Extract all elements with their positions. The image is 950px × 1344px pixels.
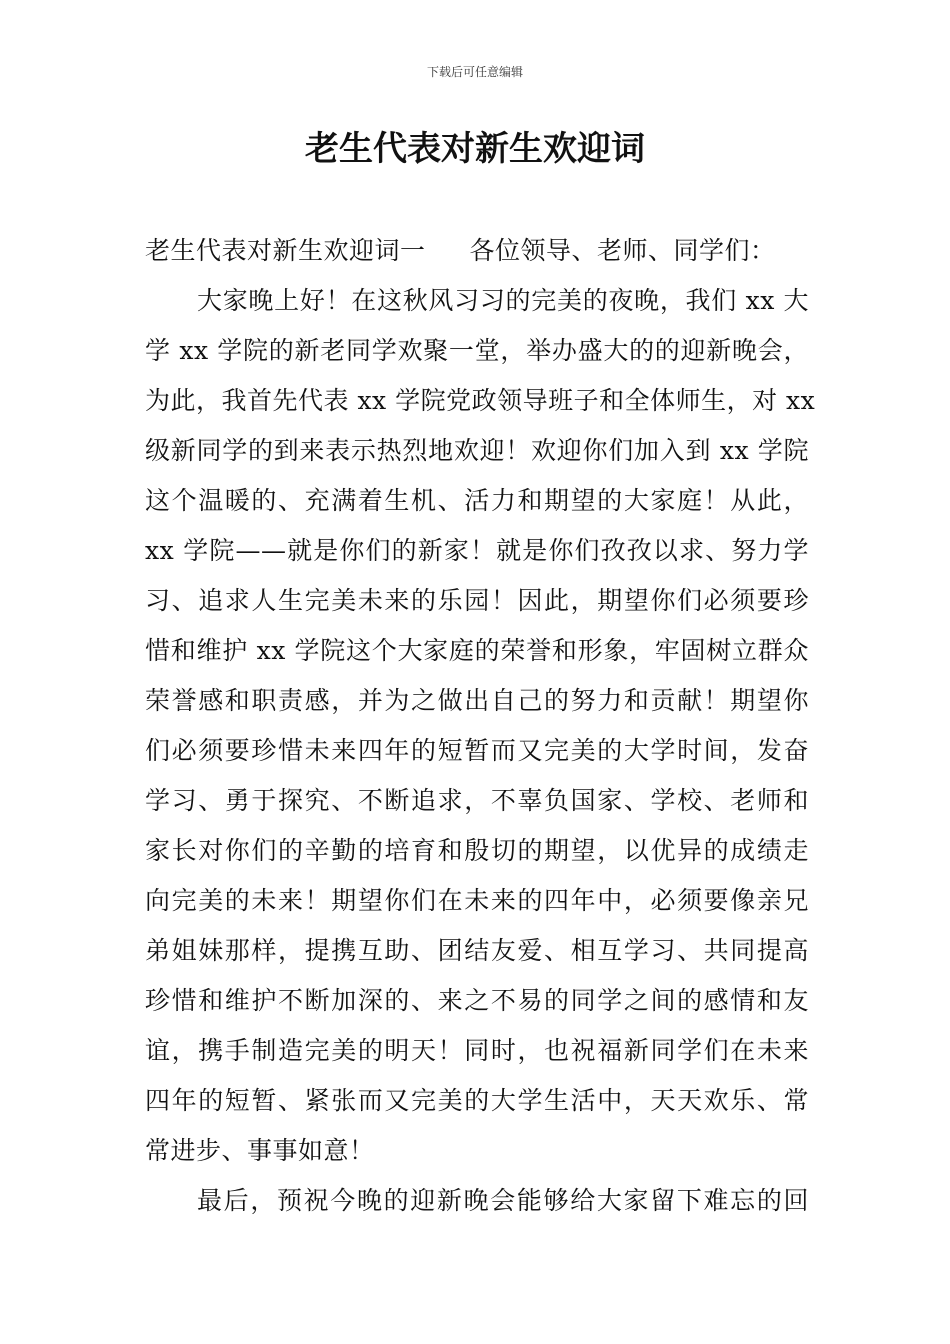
paragraph-line: 弟姐妹那样，提携互助、团结友爱、相互学习、共同提高 <box>145 936 809 965</box>
intro-label: 老生代表对新生欢迎词一 <box>145 236 426 265</box>
paragraph-line: 向完美的未来！期望你们在未来的四年中，必须要像亲兄 <box>145 886 809 915</box>
paragraph-line: 这个温暖的、充满着生机、活力和期望的大家庭！从此， <box>145 486 809 515</box>
body-text <box>145 226 816 1226</box>
paragraph-1 <box>145 276 816 1176</box>
paragraph-line: 珍惜和维护不断加深的、来之不易的同学之间的感情和友 <box>145 986 809 1015</box>
paragraph-line: 最后，预祝今晚的迎新晚会能够给大家留下难忘的回 <box>197 1186 809 1215</box>
paragraph-line: 荣誉感和职责感，并为之做出自己的努力和贡献！期望你 <box>145 686 809 715</box>
header-note: 下载后可任意编辑 <box>426 65 523 79</box>
paragraph-line: 家长对你们的辛勤的培育和殷切的期望，以优异的成绩走 <box>145 836 809 865</box>
intro-line <box>145 226 809 276</box>
paragraph-line: 惜和维护 xx 学院这个大家庭的荣誉和形象，牢固树立群众 <box>145 636 809 665</box>
salutation: 各位领导、老师、同学们： <box>469 236 776 265</box>
paragraph-2 <box>145 1176 809 1226</box>
paragraph-line: 为此，我首先代表 xx 学院党政领导班子和全体师生，对 xx <box>145 386 816 415</box>
paragraph-line: 习、追求人生完美未来的乐园！因此，期望你们必须要珍 <box>145 586 809 615</box>
paragraph-line: 级新同学的到来表示热烈地欢迎！欢迎你们加入到 xx 学院 <box>145 436 809 465</box>
document-title: 老生代表对新生欢迎词 <box>305 129 645 169</box>
paragraph-line: 大家晚上好！在这秋风习习的完美的夜晚，我们 xx 大 <box>197 286 809 315</box>
paragraph-line: 四年的短暂、紧张而又完美的大学生活中，天天欢乐、常 <box>145 1086 809 1115</box>
paragraph-line: 学习、勇于探究、不断追求，不辜负国家、学校、老师和 <box>145 786 809 815</box>
paragraph-line: xx 学院——就是你们的新家！就是你们孜孜以求、努力学 <box>145 536 809 565</box>
paragraph-line: 谊，携手制造完美的明天！同时，也祝福新同学们在未来 <box>145 1036 809 1065</box>
paragraph-line: 们必须要珍惜未来四年的短暂而又完美的大学时间，发奋 <box>145 736 809 765</box>
paragraph-line: 学 xx 学院的新老同学欢聚一堂，举办盛大的的迎新晚会， <box>145 336 809 365</box>
paragraph-line: 常进步、事事如意！ <box>145 1136 375 1165</box>
